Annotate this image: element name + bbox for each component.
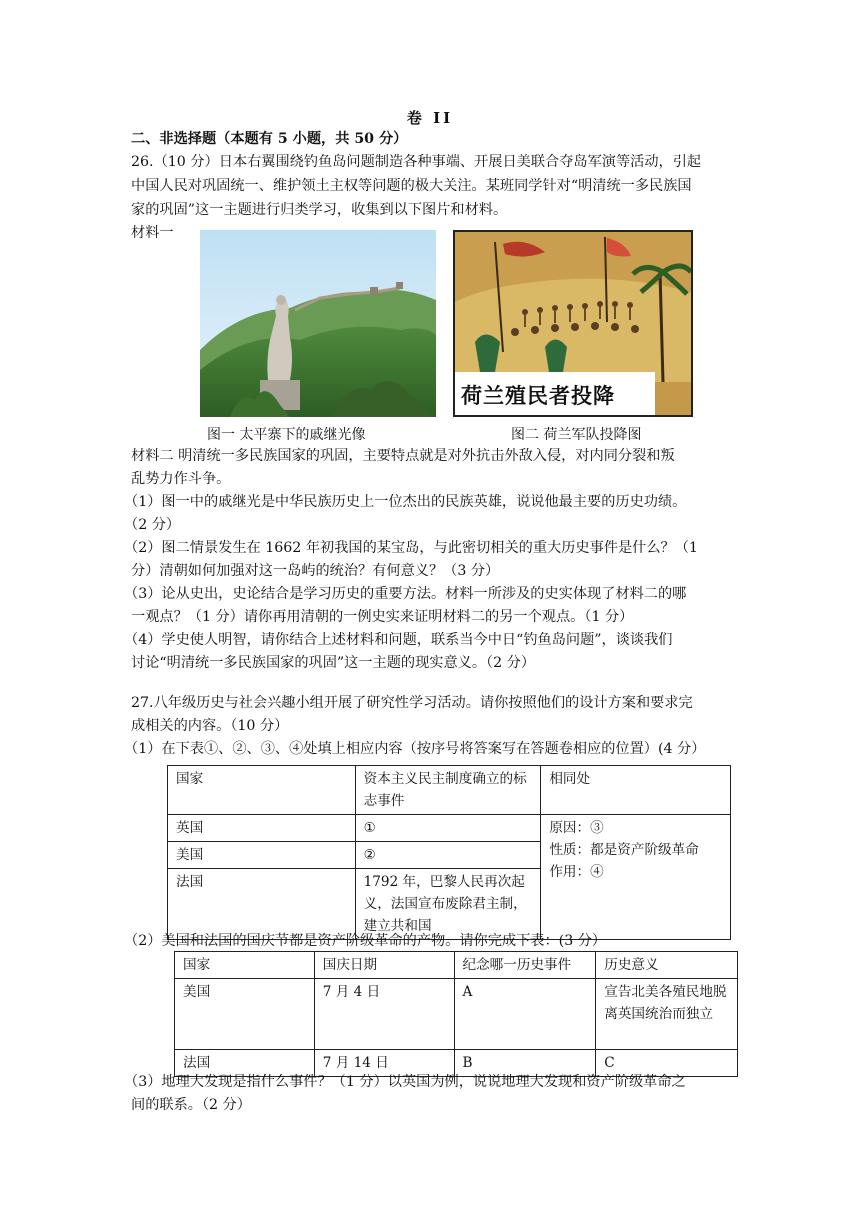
table2-cell: B: [454, 1050, 596, 1077]
q26-question-line-2: （2 分）: [124, 517, 181, 533]
q27-part1: （1）在下表①、②、③、④处填上相应内容（按序号将答案写在答题卷相应的位置）(4 分）: [124, 741, 706, 757]
q26-intro-line-1: 26.（10 分）日本右翼围绕钓鱼岛问题制造各种事端、开展日美联合夺岛军演等活动，引起: [131, 154, 702, 170]
table-democracy: [167, 765, 731, 940]
q26-intro-line-2: 中国人民对巩固统一、维护领土主权等问题的极大关注。某班同学针对“明清统一多民族国: [131, 178, 692, 194]
table2-cell: 7 月 14 日: [314, 1050, 454, 1077]
table2-cell: 7 月 4 日: [314, 979, 454, 1050]
table1-common-nature: 性质：都是资产阶级革命: [549, 842, 699, 858]
table1-cell: ①: [355, 815, 541, 842]
figure1-image: [200, 230, 436, 417]
q26-question-line-8: 讨论“明清统一多民族国家的巩固”这一主题的现实意义。（2 分）: [131, 655, 536, 671]
material2-line-1: 材料二 明清统一多民族国家的巩固，主要特点就是对外抗击外敌入侵，对内同分裂和叛: [131, 448, 675, 464]
table2-cell: C: [596, 1050, 738, 1077]
figure2-banner: 荷兰殖民者投降: [461, 384, 615, 408]
figure1-caption: 图一 太平寨下的戚继光像: [207, 427, 366, 443]
table1-common-cell: [541, 815, 731, 940]
table2-header: 历史意义: [596, 952, 738, 979]
q26-question-line-5: （3）论从史出，史论结合是学习历史的重要方法。材料一所涉及的史实体现了材料二的哪: [124, 586, 687, 602]
q27-part3-line-1: （3）地理大发现是指什么事件？（1 分）以英国为例，说说地理大发现和资产阶级革命之: [124, 1074, 686, 1090]
table2-cell: 宣告北美各殖民地脱离英国统治而独立: [596, 979, 738, 1050]
table1-common-reason: 原因：③: [549, 820, 604, 836]
volume-title: 卷 II: [406, 109, 454, 127]
table-row: [168, 815, 731, 842]
table1-cell: 美国: [168, 842, 356, 869]
table1-common-effect: 作用：④: [549, 864, 604, 880]
q26-intro-line-3: 家的巩固”这一主题进行归类学习，收集到以下图片和材料。: [131, 202, 508, 218]
table-row: [168, 766, 731, 815]
q27-part3-line-2: 间的联系。（2 分）: [131, 1097, 251, 1113]
table2-cell: A: [454, 979, 596, 1050]
table2-header: 纪念哪一历史事件: [454, 952, 596, 979]
q26-question-line-7: （4）学史使人明智，请你结合上述材料和问题，联系当今中日“钓鱼岛问题”，谈谈我们: [124, 632, 673, 648]
table1-header-country: 国家: [168, 766, 356, 815]
table1-cell: 英国: [168, 815, 356, 842]
material2-line-2: 乱势力作斗争。: [131, 471, 231, 487]
section-header: 二、非选择题（本题有 5 小题，共 50 分）: [131, 131, 408, 147]
q26-question-line-6: 一观点？（1 分）请你再用清朝的一例史实来证明材料二的另一个观点。（1 分）: [131, 609, 634, 625]
table2-cell: 法国: [175, 1050, 315, 1077]
table1-cell: 1792 年，巴黎人民再次起义，法国宣布废除君主制，建立共和国: [355, 869, 541, 940]
q27-intro-line-2: 成相关的内容。（10 分）: [131, 718, 289, 734]
table1-cell: 法国: [168, 869, 356, 940]
q26-question-line-1: （1）图一中的戚继光是中华民族历史上一位杰出的民族英雄，说说他最主要的历史功绩。: [124, 494, 687, 510]
q26-question-line-3: （2）图二情景发生在 1662 年初我国的某宝岛，与此密切相关的重大历史事件是什么？（1: [124, 540, 698, 556]
table1-header-common: 相同处: [541, 766, 731, 815]
table-row: [175, 952, 738, 979]
q26-question-line-4: 分）清朝如何加强对这一岛屿的统治？有何意义？（3 分）: [131, 563, 500, 579]
figure2-image: [453, 230, 693, 417]
table-national-day: [174, 951, 738, 1077]
figure2-caption: 图二 荷兰军队投降图: [511, 427, 642, 443]
material1-label: 材料一: [131, 225, 174, 241]
q27-part2: （2）美国和法国的国庆节都是资产阶级革命的产物。请你完成下表：(3 分）: [124, 933, 607, 949]
table1-header-event: 资本主义民主制度确立的标志事件: [355, 766, 541, 815]
table2-header: 国家: [175, 952, 315, 979]
q27-intro-line-1: 27.八年级历史与社会兴趣小组开展了研究性学习活动。请你按照他们的设计方案和要求完: [131, 695, 693, 711]
table2-header: 国庆日期: [314, 952, 454, 979]
table2-cell: 美国: [175, 979, 315, 1050]
table-row: [175, 979, 738, 1050]
table1-cell: ②: [355, 842, 541, 869]
